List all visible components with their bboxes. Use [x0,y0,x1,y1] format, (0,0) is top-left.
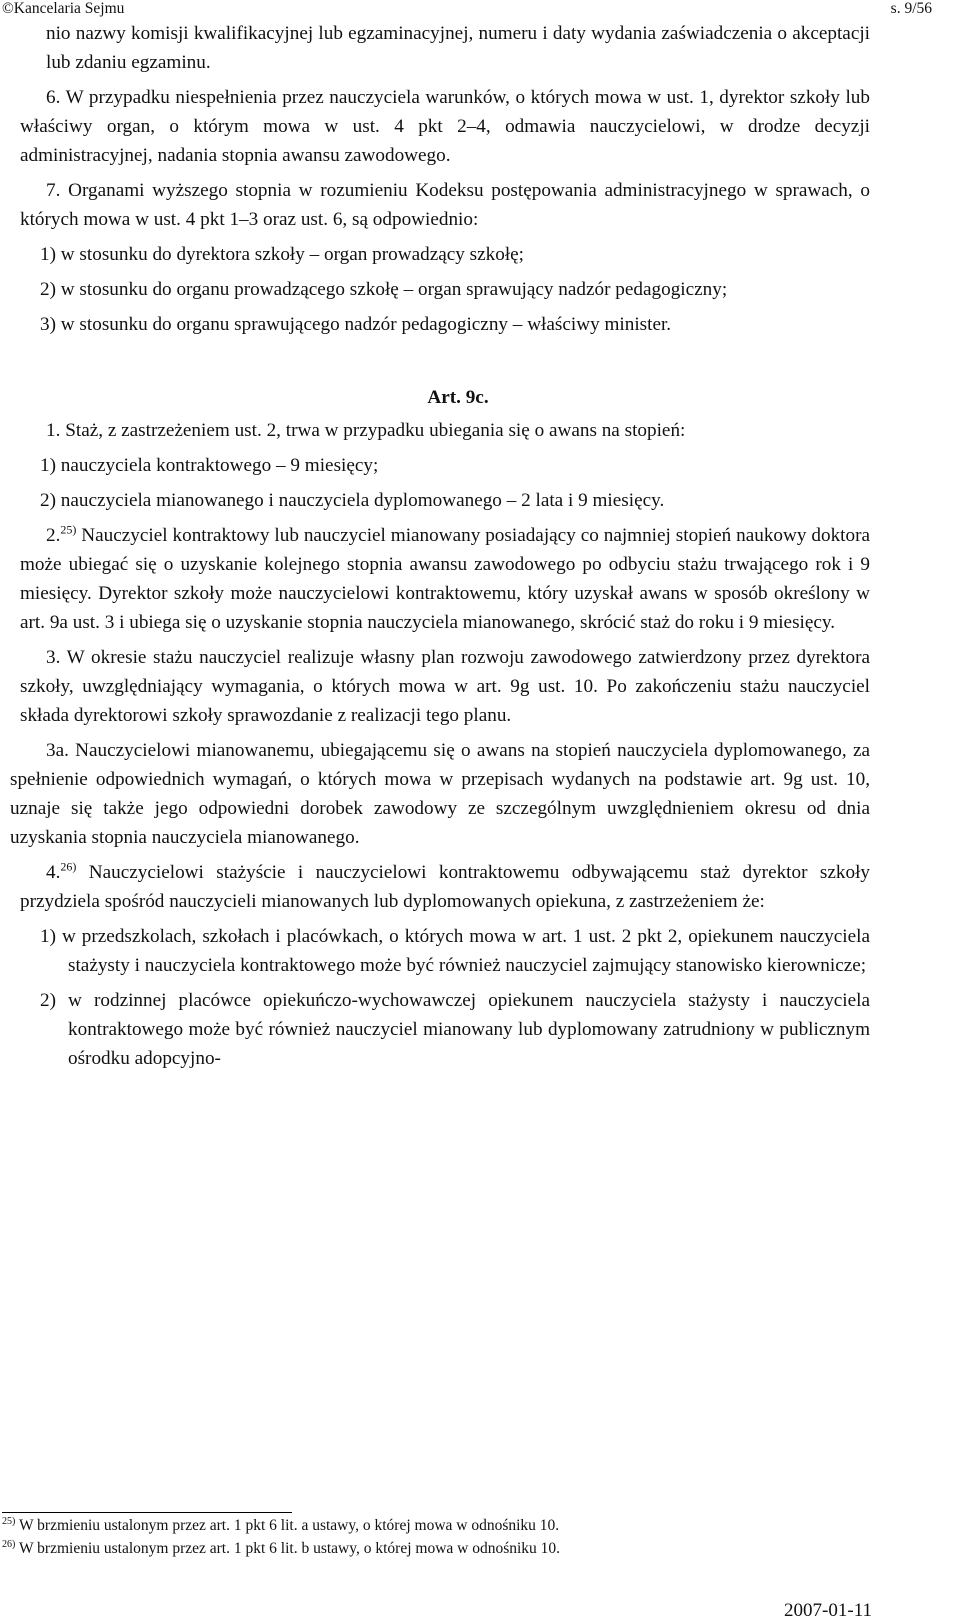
list-item: 1) w stosunku do dyrektora szkoły – organ prowadzący szkołę; [40,244,525,265]
footnote [2,1540,560,1558]
header-source: ©Kancelaria Sejmu [2,0,125,17]
list-item: 1) nauczyciela kontraktowego – 9 miesięcy; [40,455,379,476]
paragraph-number: 4. [46,862,61,883]
article-paragraph-2 [20,521,870,637]
footer-date: 2007-01-11 [784,1600,872,1621]
article-paragraph-1: 1. Staż, z zastrzeżeniem ust. 2, trwa w przypadku ubiegania się o awans na stopień: [46,420,686,441]
paragraph-number: 2. [46,525,61,546]
article-paragraph-4 [20,858,870,916]
footnote-text: W brzmieniu ustalonym przez art. 1 pkt 6 lit. b ustawy, o której mowa w odnośniku 10. [15,1540,561,1557]
footnote-mark: 25) [2,1515,16,1527]
paragraph-text: Nauczycielowi stażyście i nauczycielowi kontraktowemu odbywającemu staż dyrektor szkoły przydziela spośród nauczycieli mianowanych lub dyplomowanych opiekuna, z zastrzeżeniem że: [20,862,870,912]
footnote-text: W brzmieniu ustalonym przez art. 1 pkt 6 lit. a ustawy, o której mowa w odnośniku 10. [15,1517,560,1534]
footnote-separator [2,1512,292,1513]
list-item: 2) nauczyciela mianowanego i nauczyciela dyplomowanego – 2 lata i 9 miesięcy. [40,490,665,511]
list-item: 2) w stosunku do organu prowadzącego szkołę – organ sprawujący nadzór pedagogiczny; [40,279,728,300]
footnote [2,1517,559,1535]
paragraph-continuation: nio nazwy komisji kwalifikacyjnej lub egzaminacyjnej, numeru i daty wydania zaświadczenia o akceptacji lub zdaniu egzaminu. [46,23,870,73]
footnote-reference: 25) [60,522,77,537]
paragraph-6: 6. W przypadku niespełnienia przez nauczyciela warunków, o których mowa w ust. 1, dyrektor szkoły lub właściwy organ, o którym mowa w ust. 4 pkt 2–4, odmawia nauczycielowi, w drodze decyzji administracyjnej, nadania stopnia awansu zawodowego. [20,87,870,166]
footnote-reference: 26) [60,859,77,874]
article-title: Art. 9c. [427,387,489,408]
paragraph-text: Nauczyciel kontraktowy lub nauczyciel mianowany posiadający co najmniej stopień naukowy doktora może ubiegać się o uzyskanie kolejnego stopnia awansu zawodowego po odbyciu stażu trwającego rok i 9 miesięcy. Dyrektor szkoły może nauczycielowi kontraktowemu, który uzyskał awans w sposób określony w art. 9a ust. 3 i ubiega się o uzyskanie stopnia nauczyciela mianowanego, skrócić staż do roku i 9 miesięcy. [20,525,870,633]
list-item: 2) w rodzinnej placówce opiekuńczo-wychowawczej opiekunem nauczyciela stażysty i nauczyciela kontraktowego może być również nauczyciel mianowany lub dyplomowany zatrudniony w publicznym ośrodku adopcyjno- [40,990,870,1069]
paragraph-7: 7. Organami wyższego stopnia w rozumieniu Kodeksu postępowania administracyjnego w sprawach, o których mowa w ust. 4 pkt 1–3 oraz ust. 6, są odpowiednio: [20,180,870,230]
list-item: 1) w przedszkolach, szkołach i placówkach, o których mowa w art. 1 ust. 2 pkt 2, opiekunem nauczyciela stażysty i nauczyciela kontraktowego może być również nauczyciel zajmujący stanowisko kierownicze; [40,926,870,976]
article-paragraph-3: 3. W okresie stażu nauczyciel realizuje własny plan rozwoju zawodowego zatwierdzony przez dyrektora szkoły, uwzględniający wymagania, o których mowa w art. 9g ust. 10. Po zakończeniu stażu nauczyciel składa dyrektorowi szkoły sprawozdanie z realizacji tego planu. [20,647,870,726]
list-item: 3) w stosunku do organu sprawującego nadzór pedagogiczny – właściwy minister. [40,314,672,335]
document-body [10,19,870,1073]
footnote-mark: 26) [2,1538,16,1550]
page-number: s. 9/56 [890,0,932,17]
article-paragraph-3a: 3a. Nauczycielowi mianowanemu, ubiegającemu się o awans na stopień nauczyciela dyplomowanego, za spełnienie odpowiednich wymagań, o których mowa w przepisach wydanych na podstawie art. 9g ust. 10, uznaje się także jego odpowiedni dorobek zawodowy ze szczególnym uwzględnieniem okresu od dnia uzyskania stopnia nauczyciela mianowanego. [10,740,870,848]
